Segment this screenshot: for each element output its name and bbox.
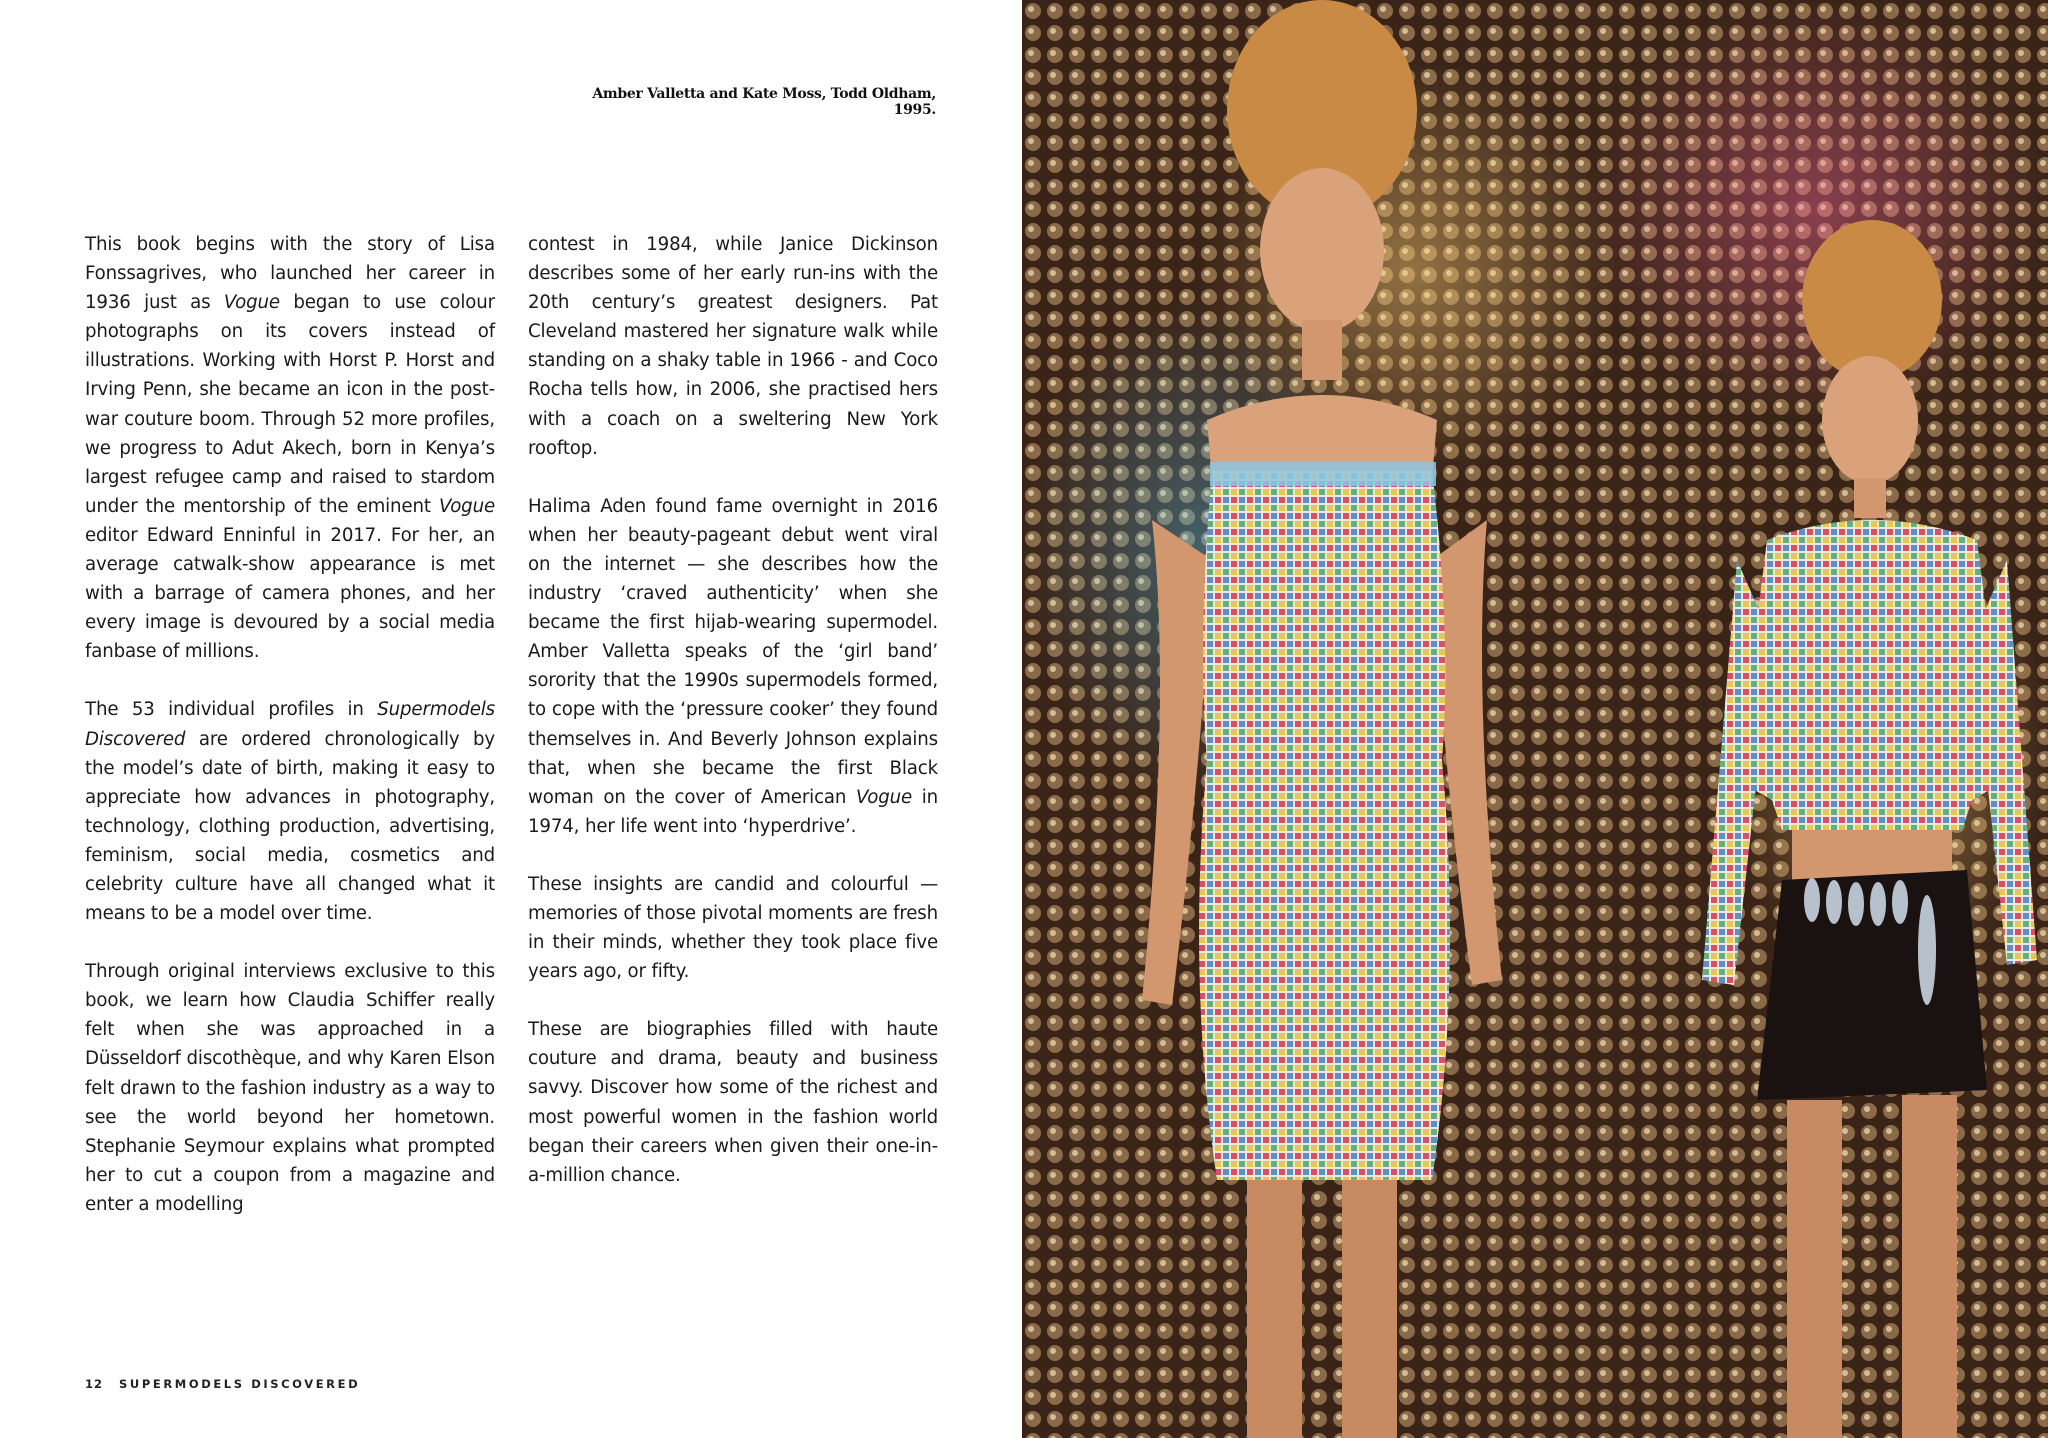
paragraph: The 53 individual profiles in Supermodels Discovered are ordered chronologically by the model’s date of birth, making it easy to appreciate how advances in photography, technology, clothing production, advertising, feminism, social media, cosmetics and celebrity culture have all changed what it means to be a model over time.	[85, 699, 495, 925]
text-column-right	[528, 230, 938, 1190]
text-column-left	[85, 230, 495, 1219]
fashion-photograph	[1022, 0, 2048, 1438]
paragraph: Through original interviews exclusive to this book, we learn how Claudia Schiffer really felt when she was approached in a Düsseldorf discothèque, and why Karen Elson felt drawn to the fashion industry as a way to see the world beyond her hometown. Stephanie Seymour explains what prompted her to cut a coupon from a magazine and enter a modelling	[85, 961, 495, 1215]
page-number: 12	[85, 1377, 104, 1391]
running-title: SUPERMODELS DISCOVERED	[119, 1377, 361, 1391]
photo-illustration	[1022, 0, 2048, 1438]
page-footer	[85, 1377, 360, 1391]
paragraph: Halima Aden found fame overnight in 2016 when her beauty-pageant debut went viral on the internet — she describes how the industry ‘craved authenticity’ when she became the first hijab-wearing supermodel. Amber Valletta speaks of the ‘girl band’ sorority that the 1990s supermodels formed, to cope with the ‘pressure cooker’ they found themselves in. And Beverly Johnson explains that, when she became the first Black woman on the cover of American Vogue in 1974, her life went into ‘hyperdrive’.	[528, 495, 938, 837]
paragraph: This book begins with the story of Lisa Fonssagrives, who launched her career in 1936 just as Vogue began to use colour photographs on its covers instead of illustrations. Working with Horst P. Horst and Irving Penn, she became an icon in the post-war couture boom. Through 52 more profiles, we progress to Adut Akech, born in Kenya’s largest refugee camp and raised to stardom under the mentorship of the eminent Vogue editor Edward Enninful in 2017. For her, an average catwalk-show appearance is met with a barrage of camera phones, and her every image is devoured by a social media fanbase of millions.	[85, 234, 495, 663]
pink-light	[1582, 0, 2048, 420]
paragraph: contest in 1984, while Janice Dickinson describes some of her early run-ins with the 20th century’s greatest designers. Pat Cleveland mastered her signature walk while standing on a shaky table in 1966 - and Coco Rocha tells how, in 2006, she practised hers with a coach on a sweltering New York rooftop.	[528, 234, 938, 459]
text-page	[0, 0, 1022, 1438]
photo-caption: Amber Valletta and Kate Moss, Todd Oldham, 1995.	[592, 86, 936, 118]
paragraph: These are biographies filled with haute couture and drama, beauty and business savvy. Discover how some of the richest and most powerful women in the fashion world began their careers when given their one-in-a-million chance.	[528, 1019, 938, 1186]
paragraph: These insights are candid and colourful — memories of those pivotal moments are fresh in their minds, whether they took place five years ago, or fifty.	[528, 873, 938, 983]
